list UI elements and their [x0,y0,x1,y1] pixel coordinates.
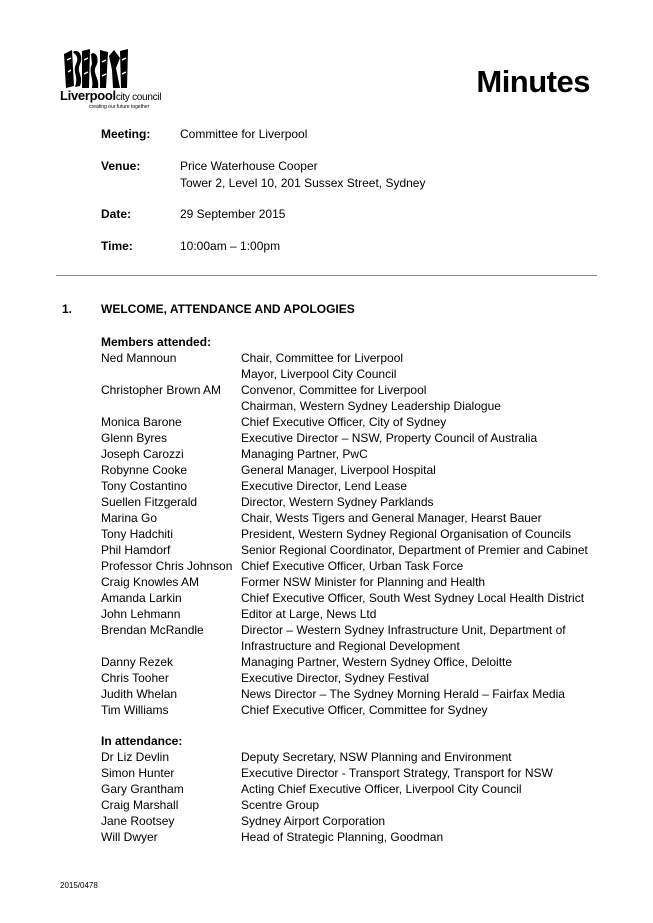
attendee-role: Executive Director - Transport Strategy, Transport for NSW [241,766,553,780]
attendee-role: News Director – The Sydney Morning Herald – Fairfax Media [241,687,565,701]
attendee-role: Managing Partner, PwC [241,447,368,461]
attendee-name [101,366,241,382]
members-heading: Members attended: [101,335,212,349]
meeting-label: Meeting: [101,127,151,141]
attendee-role: Chief Executive Officer, Committee for Sydney [241,703,488,717]
attendee-row [101,366,601,382]
attendee-row [101,350,601,366]
attendee-role: Scentre Group [241,798,320,812]
attendee-name: Dr Liz Devlin [101,750,170,764]
attendee-row [101,574,601,590]
attendee-role: Former NSW Minister for Planning and Health [241,575,486,589]
attendee-name: Judith Whelan [101,687,178,701]
attendee-name: Craig Marshall [101,798,179,812]
council-tagline: creating our future together [89,104,150,110]
attendee-row [101,446,601,462]
attendee-row [101,686,601,702]
attendee-name: Tony Hadchiti [101,527,174,541]
attendee-role: General Manager, Liverpool Hospital [241,463,436,477]
attendee-name: Suellen Fitzgerald [101,495,198,509]
attendee-role: Convenor, Committee for Liverpool [241,383,427,397]
attendee-name: Ned Mannoun [101,351,177,365]
time-value: 10:00am – 1:00pm [180,239,281,253]
date-label: Date: [101,207,132,221]
council-logo [60,46,190,116]
attendee-role: Senior Regional Coordinator, Department of Premier and Cabinet [241,543,588,557]
attendee-row [101,414,601,430]
attendee-row [101,797,601,813]
venue-label: Venue: [101,159,141,173]
attendee-name: Chris Tooher [101,671,169,685]
attendee-role: Acting Chief Executive Officer, Liverpool City Council [241,782,522,796]
attendee-row [101,494,601,510]
attendee-row [101,829,601,845]
attendee-row [101,542,601,558]
attendee-row [101,749,601,765]
attendee-name: Danny Rezek [101,655,174,669]
attendee-role: Managing Partner, Western Sydney Office, Deloitte [241,655,513,669]
attendee-row [101,558,601,574]
attendee-name: Amanda Larkin [101,591,182,605]
attendee-role: Chairman, Western Sydney Leadership Dialogue [241,399,501,413]
attendee-role: Mayor, Liverpool City Council [241,367,397,381]
section-number: 1. [62,302,73,316]
attendee-name: Christopher Brown AM [101,383,222,397]
section-title: WELCOME, ATTENDANCE AND APOLOGIES [101,302,355,316]
attendee-role: Director, Western Sydney Parklands [241,495,434,509]
document-reference: 2015/0478 [60,881,98,890]
venue-line-1: Price Waterhouse Cooper [180,159,318,173]
time-label: Time: [101,239,133,253]
attendance-heading: In attendance: [101,734,183,748]
attendee-name: Jane Rootsey [101,814,175,828]
attendee-row [101,702,601,718]
attendee-row [101,398,601,414]
attendee-row [101,462,601,478]
section-divider [56,275,597,276]
attendee-row [101,622,601,638]
attendee-role: Chair, Wests Tigers and General Manager, Hearst Bauer [241,511,542,525]
attendee-name: Marina Go [101,511,158,525]
attendee-name: Joseph Carozzi [101,447,184,461]
attendee-row [101,590,601,606]
date-value: 29 September 2015 [180,207,286,221]
attendee-role: Executive Director – NSW, Property Council of Australia [241,431,538,445]
attendee-name [101,638,241,654]
attendee-row [101,765,601,781]
attendee-name: Professor Chris Johnson [101,559,233,573]
attendee-row [101,510,601,526]
attendee-role: Chief Executive Officer, South West Sydney Local Health District [241,591,585,605]
attendee-name: Robynne Cooke [101,463,188,477]
attendee-row [101,382,601,398]
in-attendance-list [101,733,601,845]
attendee-name: Brendan McRandle [101,623,204,637]
attendee-row [101,813,601,829]
attendee-role: Executive Director, Lend Lease [241,479,408,493]
attendee-role: Sydney Airport Corporation [241,814,386,828]
attendee-name: John Lehmann [101,607,181,621]
attendee-name: Craig Knowles AM [101,575,200,589]
attendee-role: Deputy Secretary, NSW Planning and Environment [241,750,512,764]
attendee-name: Glenn Byres [101,431,168,445]
attendee-row [101,638,601,654]
venue-line-2: Tower 2, Level 10, 201 Sussex Street, Sydney [180,176,426,190]
members-attended-list [101,334,601,718]
page-title: Minutes [476,64,590,99]
attendee-name: Monica Barone [101,415,182,429]
attendee-name: Simon Hunter [101,766,175,780]
attendee-role: Infrastructure and Regional Development [241,639,460,653]
attendee-role: Executive Director, Sydney Festival [241,671,430,685]
attendee-row [101,606,601,622]
attendee-name: Will Dwyer [101,830,158,844]
attendee-row [101,526,601,542]
attendee-role: Director – Western Sydney Infrastructure Unit, Department of [241,623,566,637]
attendee-role: Chief Executive Officer, Urban Task Force [241,559,464,573]
attendee-row [101,430,601,446]
meeting-value: Committee for Liverpool [180,127,308,141]
attendee-role: Head of Strategic Planning, Goodman [241,830,444,844]
attendee-row [101,670,601,686]
council-wordmark: Liverpoolcity council [60,88,162,103]
attendee-name: Tony Costantino [101,479,188,493]
attendee-role: Editor at Large, News Ltd [241,607,377,621]
attendee-name: Tim Williams [101,703,169,717]
attendee-row [101,654,601,670]
attendee-role: Chair, Committee for Liverpool [241,351,404,365]
attendee-name: Phil Hamdorf [101,543,171,557]
attendee-name: Gary Grantham [101,782,184,796]
attendee-row [101,781,601,797]
attendee-role: President, Western Sydney Regional Organisation of Councils [241,527,571,541]
attendee-name [101,398,241,414]
attendee-row [101,478,601,494]
council-emblem-icon [62,46,130,90]
attendee-role: Chief Executive Officer, City of Sydney [241,415,447,429]
